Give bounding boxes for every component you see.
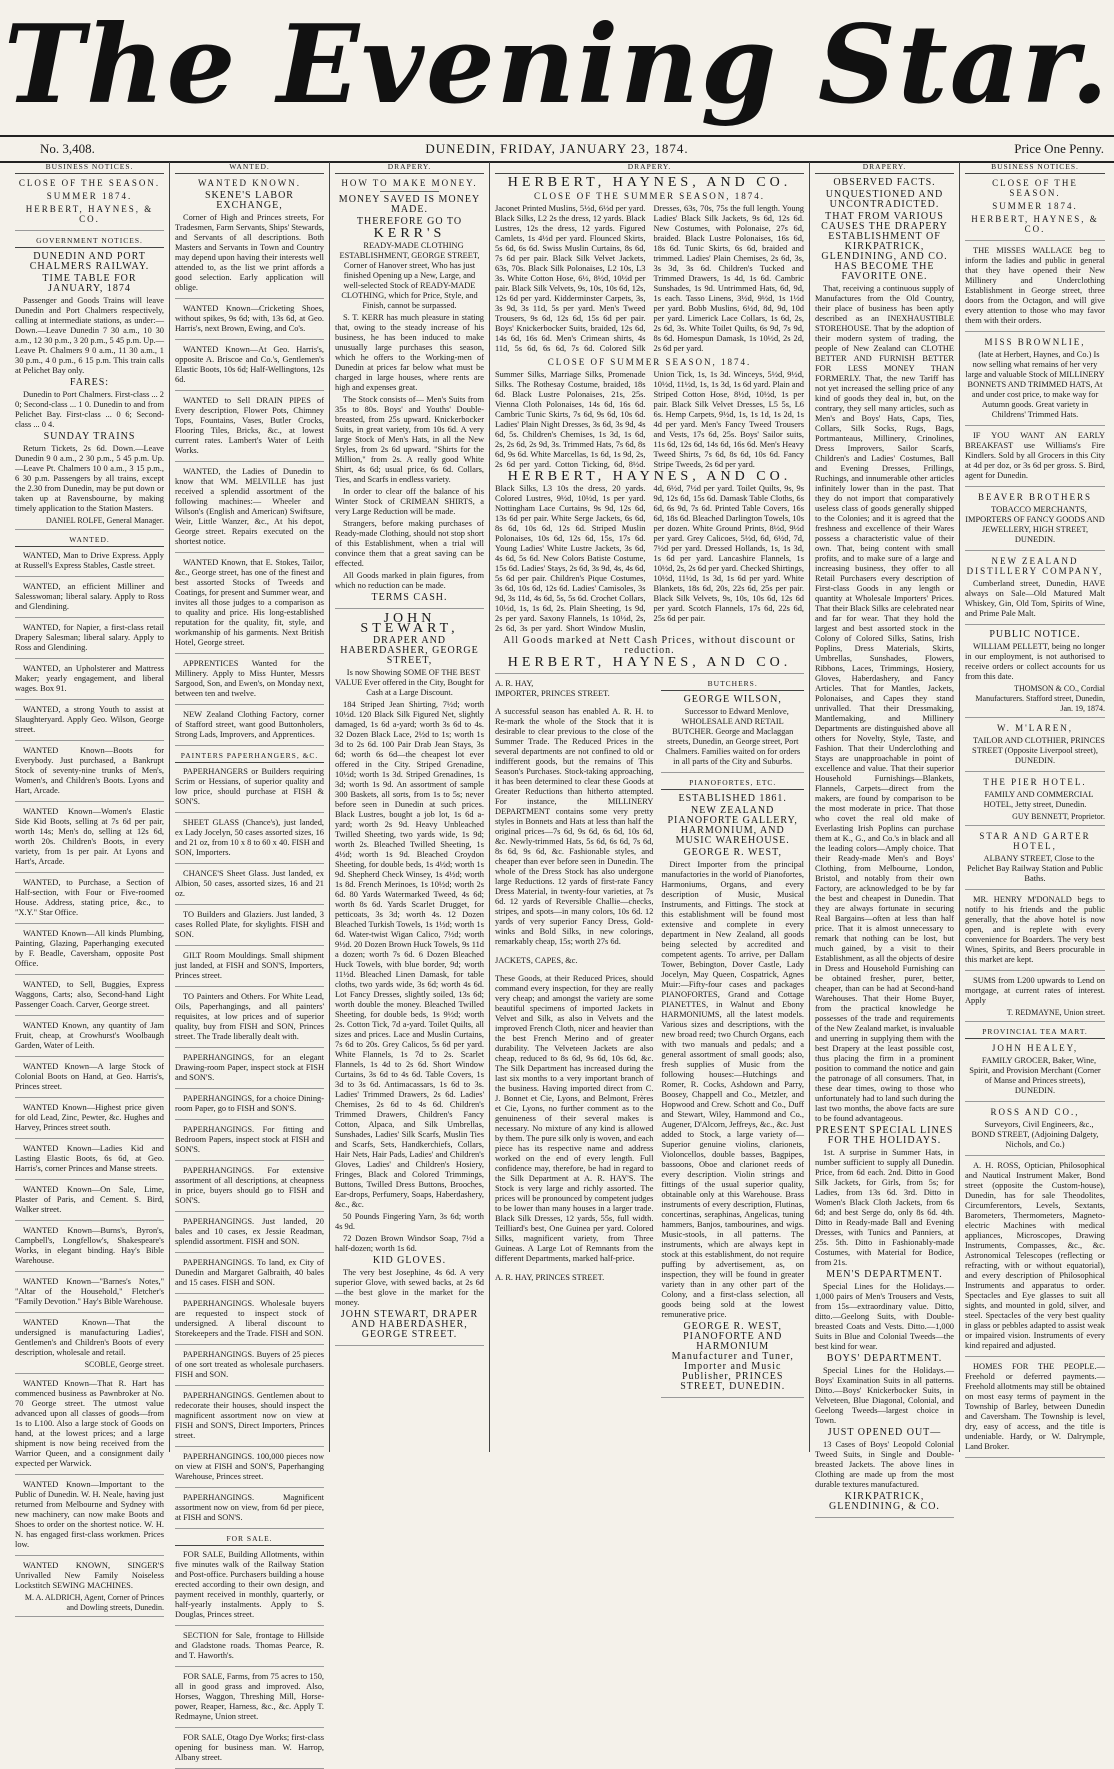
advert-subheading: CLOSE OF THE SUMMER SEASON, 1874. [533, 191, 766, 201]
advert-hay [495, 679, 653, 1403]
advert [965, 246, 1105, 332]
advert-heading: OBSERVED FACTS. [833, 177, 936, 188]
advert-body: FOR SALE, Building Allotments, within five minutes walk of the Railway Station and Post-office. Purchasers building a house erected according to their own design, and payment received in monthly, quarterly, or half-yearly instalments. Apply to S. Douglas, Princes street. [175, 1550, 324, 1619]
advert-body: These Goods, at their Reduced Prices, should command every inspection, for they are really very cheap; and amongst the variety are some beautiful specimens of imported Jackets in Velvet and Silk, as also in Velvets and the improved French Cloth, nicer and heavier than the best French Merino and of greater durability. The Velveteen Jackets are also cheap, reduced to 8s 6d, 9s 6d, 10s 6d, &c. The Silk Department has increased during the last six months to a very important branch of the business. Having imported direct from C. J. Bonnet et Cie, Lyons, and Belmont, Frères et Cie, Lyons, no further comment as to the genuineness of their several makes is necessary. No mixture of any kind is allowed by them. The pure silk only is woven, and each piece has its respective name and address worked on the end of every length. Full confidence may, therefore, be had in regard to the Silk Department at A. R. HAY'S. The Stock is very large and richly assorted. The prices will be pronounced by competent judges to be lower than many houses in a larger trade. Black Silk Dresses, 12 yards, 55s, full width. Teilliard's best, One Guinea per yard. Colored Silks, magnificent variety, from Three Guineas. A Large Lot of Remnants from the different Departments, marked half-price. [495, 974, 654, 1264]
section-heading: DRAPERY. [815, 162, 954, 174]
advert [15, 878, 164, 924]
advert-body: APPRENTICES Wanted for the Millinery. Apply to Miss Hunter, Messrs Sargood, Son, and Ewen's, on Monday next, between ten and twelve. [175, 659, 324, 698]
advert-body: A successful season has enabled A. R. H. to Re-mark the whole of the Stock that it is desirable to clear previous to the close of the Summer Trade. The Reduced Prices in the several departments are not confined to old or indifferent goods, but the remains of This Season's Purchases. Stock-taking approaching, it has been determined to clear these Goods at Greater Reductions than hitherto attempted. For instance, the MILLINERY DEPARTMENT contains some very pretty styles in Bonnets and Hats at less than half the original prices—7s 6d, 9s 6d, 6s 6d, 10s 6d, &c. Newly-trimmed Hats, 5s 6d, 6s 6d, 7s 6d, 8s 6d, 9s 6d, &c. Fashionable styles, and cheaper than ever before seen in Dunedin. The whole of the Dress Stock has also undergone large Reductions. 12 yards of first-rate Fancy Dress Material, in twenty-four varieties, at 7s 6d. 12 yards of Reversible Challie—checks, stripes, and spots—in many colors, 10s 6d. 12 yards of very superior Fancy Dress, Gold-winks and Bold Silks, in new colorings, remarkably cheap, 15s; worth 27s 6d. [495, 707, 654, 947]
advert-name: KERR'S [373, 226, 446, 241]
column-6 [960, 162, 1110, 1452]
advert-subheading: UNQUESTIONED AND UNCONTRADICTED. [825, 189, 944, 210]
advert-signature: GUY BENNETT, Proprietor. [1012, 812, 1105, 821]
advert-signature: HERBERT, HAYNES, & CO. [971, 214, 1099, 234]
advert [175, 710, 324, 746]
advert-body: READY-MADE CLOTHING ESTABLISHMENT, GEORGE STREET, Corner of Hanover street, Who has just finished Opening up a New, Large, and well-selected Stock of READY-MADE CLOTHING, which for Price, Style, and Finish, cannot be surpassed. [339, 241, 480, 310]
advert-heading: CLOSE OF THE SEASON. [992, 178, 1078, 198]
advert [965, 1107, 1105, 1156]
advert-terms: TERMS CASH. [371, 592, 448, 603]
advert [15, 551, 164, 577]
advert-body: PAPERHANGINGS, for an elegant Drawing-room Paper, inspect stock at FISH and SON'S. [175, 1053, 324, 1082]
advert-body: TAILOR AND CLOTHIER, PRINCES STREET (Opposite Liverpool street), DUNEDIN. [972, 736, 1105, 765]
advert-body: PAPERHANGERS or Builders requiring Scrim or Hessians, of superior quality and low price, should purchase at FISH & SON'S. [175, 767, 324, 806]
advert [175, 467, 324, 553]
advert-body: WANTED Known—"Barnes's Notes," "Altar of the Household," Fletcher's "Family Devotion." Hay's Bible Warehouse. [15, 1277, 164, 1306]
advert-body: WILLIAM PELLETT, being no longer in our employment, is not authorised to receive orders or collect accounts for us from this date. [965, 642, 1105, 681]
advert [15, 1185, 164, 1221]
advert [175, 558, 324, 654]
advert-signature: A. R. HAY, PRINCES STREET. [495, 1272, 605, 1282]
advert-subheading: SUMMER 1874. [46, 191, 133, 201]
advert-body: HOMES FOR THE PEOPLE.—Freehold or deferred payments.—Freehold allotments may still be obtained on most easy terms of payment in the Township of Barley, between Dunedin and Caversham. The Township is level, dry, easy of access, and the title is undeniable. Hardy, or W. Dalrymple, Land Broker. [965, 1362, 1105, 1451]
advert [965, 831, 1105, 890]
column-4 [490, 162, 810, 1452]
advert-heading: WANTED KNOWN. [198, 178, 301, 188]
advert [965, 777, 1105, 826]
advert-body: PAPERHANGINGS. Gentlemen about to redecorate their houses, should inspect the magnificent assortment now on view at FISH and SON'S, Direct Importers, Princes street. [175, 1391, 324, 1440]
dateline [0, 135, 1114, 163]
advert-body: WANTED, Man to Drive Express. Apply at Russell's Express Stables, Castle street. [15, 551, 164, 570]
advert-signature: KIRKPATRICK, GLENDINING, & CO. [829, 1491, 940, 1512]
advert [15, 178, 164, 231]
advert-signature: DANIEL ROLFE, General Manager. [45, 516, 164, 525]
masthead-title: The Evening Star. [3, 2, 1111, 128]
advert-body: CHANCE'S Sheet Glass. Just landed, ex Albion, 50 cases, assorted sizes, 16 and 21 oz. [175, 869, 324, 898]
advert-subheading: THEREFORE GO TO [356, 216, 463, 227]
advert-heading: HOW TO MAKE MONEY. [341, 178, 478, 188]
advert-body: 50 Pounds Fingering Yarn, 3s 6d; worth 4s 9d. [335, 1212, 484, 1231]
advert [15, 1144, 164, 1180]
advert-body: 13 Cases of Boys' Leopold Colonial Tweed Suits, in Single and Double-breasted Jackets. The above lines in Clothing are made up from the most durable textures manufactured. [815, 1440, 954, 1489]
advert-body: A. H. ROSS, Optician, Philosophical and Nautical Instrument Maker, Bond street (opposite the Custom-house), Dunedin, has for sale Theodolites, Circumferentors, Levels, Sextants, Barometers, Thermometers, Magneto-electric Machines with medical appliances, Microscopes, Drawing Instruments, Compasses, &c., &c. Astronomical Telescopes (reflecting or refracting, with or without equatorial), and every description of Philosophical Instruments and apparatus to order. Spectacles and Eye glasses to suit all sights, and mounted in gold, silver, and steel. Spectacles of the very best quality in glass or pebbles adapted to assist weak or impaired vision. Instruments of every kind repaired and adjusted. [965, 1161, 1105, 1350]
divider [380, 191, 440, 192]
advert [965, 431, 1105, 487]
advert-body: SUMS from L200 upwards to Lend on mortgage, at current rates of interest. Apply [965, 976, 1105, 1005]
advert-body: WANTED, to Sell, Buggies, Express Waggons, Carts; also, Second-hand Light Passenger Coach. Carver, George street. [15, 980, 164, 1009]
advert-body: 184 Striped Jean Shirting, 7½d; worth 10½d. 120 Black Silk Figured Net, slightly damaged, 1s 6d a-yard; worth 3s 6d to 4s. 32 Dozen Black Lace, 2½d to 1s; worth 1s 3d to 2s 6d. 100 Pair Drab Jean Stays, 3s 6d; worth 6s 6d—the cheapest lot ever offered in the City. Striped Grenadine, 10½d; worth 1s 3d. Striped Grenadines, 1s 3d; worth 1s 9d. An assortment of sample 300 Baskets, all sorts, from 1s to 5s; never before seen in Dunedin at such prices. Black Lustres, bought a job lot, 1s 6d a-yard; worth 2s 9d. Heavy Unbleached Twilled Sheeting, two yards wide, 1s 9d; worth 2s. Bleached Twilled Sheeting, 1s 4½d; worth 1s 9d. Bleached Croydon Sheeting, for double beds, 1s 4½d; worth 1s 9d. Shepherd Check Winsey, 1s 4½d; worth 1s 8d. French Merinoes, 1s 10½d; worth 2s 6d. 80 Yards Watermarked Tweed, 4s 6d; worth 8s 6d. Yards Scarlet Drugget, for petticoats, 3s 3d; worth 4s. 12 Dozen Bleached Turkish Towels, 1s 1½d; worth 1s 6d. Water-twist Wigan Calico, 7½d; worth 9½d. 20 Dozen Brown Huck Towels, 9s 11d a dozen; worth 7s 6d. 6 Dozen Bleached Huck Towels, with blue border, 9d; worth 11½d. Bleached Linen Damask, for table cloths, two yards wide, 3s 6d; worth 4s 6d. Lot Fancy Dresses, slightly soiled, 13s 6d; worth double the money. Bleached Twilled Sheeting, for double beds, 1s 9½d; worth 2s. Cotton Tick, 7d a-yard. Toilet Quilts, all sizes and prices. Lace and Muslin Curtains, 7s 6d to 20s. Grey Calicos, 5s 6d per yard. White Flannels, 1s 7d to 2s. Scarlet Flannels, 1s 4d to 2s 6d. Short Window Curtains, 3s 6d to 4s 6d. Table Covers, 1s 3d to 3s 6d. Antimacassars, 1s 6d to 3s. Ladies' Trimmed Drawers, 2s 6d. Ladies' Chemises, 2s 6d to 4s 6d. Children's Trimmed Drawers, Children's Fancy Cotton, Alpaca, and Silk Umbrellas, Sunshades, Ladies' Silk Scarfs, Muslin Ties and Scarfs, Sets, Handkerchiefs, Collars, Hair Nets, Hair Pads, Ladies' and Children's Gloves, Ladies' and Children's Hosiery, Fringes, Black and Colored Trimmings, Buttons, Twilled Dress Buttons, Brooches, Ear-drops, Perfumery, Soaps, Haberdashery, &c., &c. [335, 700, 484, 1209]
section-heading: DRAPERY. [495, 162, 804, 174]
advert-body: GILT Room Mouldings. Small shipment just landed, at FISH and SON'S, Importers, Princes street. [175, 951, 324, 980]
advert [175, 1452, 324, 1488]
advert-subheading: KID GLOVES. [372, 1255, 447, 1266]
section-heading: WANTED. [175, 162, 324, 174]
advert-herbert-haynes [495, 175, 804, 674]
advert-body: WANTED Known—Highest price given for old Lead, Zinc, Pewter, &c. Hughes and Harvey, Princes street south. [15, 1103, 164, 1132]
advert-heading: HERBERT, HAYNES, AND CO. [507, 469, 792, 484]
advert-heading: NEW ZEALAND DISTILLERY COMPANY, [966, 556, 1104, 576]
advert-body: FAMILY GROCER, Baker, Wine, Spirit, and Provision Merchant (Corner of Manse and Princes streets), DUNEDIN. [969, 1056, 1101, 1095]
advert-body: WANTED Known—Women's Elastic Side Kid Boots, selling at 7s 6d per pair, worth 14s; Men's do, selling at 12s 6d, worth 20s. Children's Boots, in every variety, from 1s per pair. At Lyons and Hart's, Arcade. [15, 807, 164, 866]
advert-body: TO Painters and Others. For White Lead, Oils, Paperhangings, and all painters' requisites, at low prices and of superior quality, buy from FISH and SON, Princes street. The Trade liberally dealt with. [175, 992, 324, 1041]
advert [965, 630, 1105, 718]
advert-body: MR. HENRY M'DONALD begs to notify to his friends and the public generally, that the above hotel is now open, and is replete with every convenience for Boarders. The very best Wines, Spirits, and Beers procurable in this market are kept. [965, 895, 1105, 964]
section-heading: BUSINESS NOTICES. [15, 162, 164, 174]
advert-body: WANTED, to Purchase, a Section of Half-section, with Four or Five-roomed House. Address, stating price, &c., to "X.Y." Star Office. [15, 878, 164, 917]
advert-heading: HERBERT, HAYNES, AND CO. [507, 655, 792, 670]
advert [15, 929, 164, 975]
advert-subheading: DRAPER AND HABERDASHER, GEORGE STREET, [340, 635, 479, 666]
section-heading: WANTED. [15, 535, 164, 547]
advert-body: FOR SALE, Otago Dye Works; first-class opening for business man. W. Harrop, Albany street. [175, 1733, 324, 1762]
advert-body: Special Lines for the Holidays.—1,000 pairs of Men's Trousers and Vests, from 15s—extraordinary value. Ditto, ditto.—Geelong Suits, with Double-breasted Coats and Vests. Ditto.—1,000 Suits in Blue and Colonial Tweeds—the best kind for wear. [815, 1282, 954, 1351]
advert [175, 304, 324, 340]
advert [175, 1217, 324, 1253]
advert-railway [15, 252, 164, 530]
advert-subheading: MEN'S DEPARTMENT. [826, 1269, 943, 1280]
advert-body: PAPERHANGINGS. 100,000 pieces now on view at FISH and SON'S, Paperhanging Warehouse, Princes street. [175, 1452, 324, 1481]
advert [175, 992, 324, 1048]
advert-body: WANTED Known—Cricketing Shoes, without spikes, 9s 6d; with, 13s 6d, at Geo. Harris's, next Brown, Ewing, and Co's. [175, 304, 324, 333]
advert [15, 1561, 164, 1617]
advert-body: PAPERHANGINGS. For fitting and Bedroom Papers, inspect stock at FISH and SON'S. [175, 1125, 324, 1154]
advert-body: All Goods marked in plain figures, from which no reduction can be made. [335, 571, 484, 590]
advert-heading: ROSS AND CO., [990, 1107, 1080, 1117]
advert-body: (late at Herbert, Haynes, and Co.) Is now selling what remains of her very large and valuable Stock of MILLINERY BONNETS AND TRIMMED HATS, At and under cost price, to make way for Autumn goods. Great variety in Childrens' Trimmed Hats. [965, 350, 1105, 419]
advert-signature: THOMSON & CO., Cordial Manufacturers. Stafford street, Dunedin, Jan. 19, 1874. [975, 684, 1105, 713]
advert [175, 1053, 324, 1089]
advert-body: PAPERHANGINGS. For extensive assortment of all descriptions, at cheapness in price, buyers should go to FISH and SON'S. [175, 1166, 324, 1205]
advert [965, 492, 1105, 551]
advert-body: NEW Zealand Clothing Factory, corner of Stafford street, want good Buttonholers, Strong Lads, Improvers, and Apprentices. [175, 710, 324, 739]
advert-body: WANTED Known—Important to the Public of Dunedin. W. H. Neale, having just returned from Melbourne and Sydney with new machinery, can now make Boots and Shoes to order on the shortest notice. W. H. N. has engaged first-class workmen. Prices low. [15, 1480, 164, 1549]
advert-body: Is now Showing SOME OF THE BEST VALUE Ever offered in the City, Bought for Cash at a Large Discount. [335, 668, 484, 697]
column-1 [10, 162, 170, 1612]
advert-subheading: BOYS' DEPARTMENT. [826, 1353, 943, 1364]
advert [15, 1062, 164, 1098]
advert-body: WANTED Known—That the undersigned is manufacturing Ladies', Gentlemen's and Children's Boots of every description, wholesale and retail. [15, 1318, 164, 1357]
advert-kirkpatrick [815, 178, 954, 1518]
advert [965, 895, 1105, 971]
advert-subheading: MONEY SAVED IS MONEY MADE. [338, 194, 481, 215]
advert [965, 1362, 1105, 1458]
advert [175, 1631, 324, 1667]
advert-body: FOR SALE, Farms, from 75 acres to 150, all in good grass and improved. Also, Horses, Waggon, Threshing Mill, Horse-power, Reaper, Harness, &c., &c. Apply T. Redmayne, Union street. [175, 1672, 324, 1721]
advert-body: PAPERHANGINGS. Wholesale buyers are requested to inspect stock of undersigned. A liberal discount to Storekeepers and the Trade. FISH and SON. [175, 1299, 324, 1338]
advert-body: PAPERHANGINGS. To land, ex City of Dunedin and Margaret Galbraith, 40 bales and 15 cases. FISH and SON. [175, 1258, 324, 1287]
advert-body: Corner of High and Princes streets, For Tradesmen, Farm Servants, Ships' Stewards, and Servants of all descriptions. Both Masters and Servants in Town and Country may depend upon having their interests well attended to, as the list we print affords a good selection. Early application will oblige. [175, 213, 324, 292]
advert [15, 1318, 164, 1374]
advert [175, 1391, 324, 1447]
advert [15, 1226, 164, 1272]
advert-body: WANTED Known—At Geo. Harris's, opposite A. Briscoe and Co.'s, Gentlemen's Elastic Boots, 10s 6d; Half-Wellingtons, 12s 6d. [175, 345, 324, 384]
advert [175, 1493, 324, 1529]
fares-body: Dunedin to Port Chalmers. First-class ... 2 0; Second-class ... 1 0. Dunedin to and from Pelichet Bay. First-class ... 0 6; Second-class ... 0 4. [15, 390, 164, 429]
advert-body: WANTED, the Ladies of Dunedin to know that WM. MELVILLE has just received a splendid assortment of the following machines:— Wheeler and Wilson's (English and American) Swiftsure, Weir, Little Wanzer, &c., At his depot, George street. Repairs executed on the shortest notice. [175, 467, 324, 546]
advert [15, 664, 164, 700]
advert-heading: W. M'LAREN, [996, 723, 1074, 733]
advert [965, 1043, 1105, 1102]
advert [175, 951, 324, 987]
advert-kerr [335, 178, 484, 609]
advert-subheading: TIME TABLE FOR JANUARY, 1874 [42, 273, 137, 294]
advert-west [661, 794, 804, 1398]
advert-body: Direct Importer from the principal manufactories in the world of Pianofortes, Harmoniums, Organs, and every description of Music, Musical Instruments, and Fittings. The stock at this establishment will be found most extensive and complete in every department in New Zealand, all goods being selected by accredited and competent agents. To arrive, per Dallam Tower, Bebington, Dover Castle, Lady Jocelyn, May Queen, Cospatrick, Agnes Muir:—Fifty-four cases and packages PIANOFORTES, Grand and Cottage PIANETTES, in Walnut and Ebony HARMONIUMS, all the latest models. Various sizes and descriptions, with the new broad reed; two Church Organs, each with two manuals and pedals; and a general assortment of small goods; also, fresh supplies of Music from the following houses:—Hutchings and Romer, R. Cocks, Ashdown and Parry, Boosey, Chappell and Co., Metzler, and Hopwood and Crew. Schott and Co., Duff and Stewart, Wiley, Hammond and Co., Augener, D'Alcorn, Jeffreys, &c., &c. Just added to Stock, a large variety of—Superior genuine violins, clarionets, Violoncellos, double basses, Bagpipes, bassoons, Oboe and clarionet reeds of every description. Violin strings and fittings of the usual superior quality, obtainable only at this Warehouse. Brass instruments of every description, Flutinas, concertinas, seraphinas, Angelicas, tuning hammers, Banjos, tambourines, and wigs. Music-stools, in all patterns. The instruments, which are always kept in stock at this establishment, do not require puffing by advertisement, as, on inspection, they will be found in greater variety than in any other part of the Colony, and a first-class selection, all goods being sold at the lowest remunerative price. [661, 860, 804, 1319]
advert-body: 72 Dozen Brown Windsor Soap, 7½d a half-dozen; worth 1s 6d. [335, 1234, 484, 1253]
advert-body: WANTED KNOWN, SINGER'S Unrivalled New Family Noiseless Lockstitch SEWING MACHINES. [15, 1561, 164, 1590]
advert-body: WANTED Known—Burns's, Byron's, Campbell's, Longfellow's, Shakespeare's Works, in elegant binding. Hay's Bible Warehouse. [15, 1226, 164, 1265]
advert-body: In order to clear off the balance of his Winter Stock of CRIMEAN SHIRTS, a very Large Reduction will be made. [335, 487, 484, 516]
advert-heading: CLOSE OF THE SEASON. [18, 178, 161, 188]
advert-body: The Stock consists of— Men's Suits from 35s to 80s. Boys' and Youths' Double-breasted, from 25s upward. Knickerbocker Suits, in great variety, from 10s 6d. A very large Stock of Men's Hats, in all the New Styles, from 2s 6d upward. "Shirts for the Million," from 2s. A really good White Shirt, 4s 6d; usual price, 6s 6d. Collars, Ties, and Scarfs in endless variety. [335, 395, 484, 484]
column-2 [170, 162, 330, 1762]
section-heading: PIANOFORTES, ETC. [661, 778, 804, 790]
column-5 [810, 162, 960, 1512]
advert-heading: STAR AND GARTER HOTEL, [979, 831, 1091, 851]
advert-subheading: SUMMER 1874. [992, 201, 1078, 211]
advert [175, 396, 324, 462]
advert-heading: NEW ZEALAND PIANOFORTE GALLERY, HARMONIUM, AND MUSIC WAREHOUSE. [667, 805, 798, 846]
advert [175, 869, 324, 905]
advert-body: WANTED Known—A large Stock of Colonial Boots on Hand, at Geo. Harris's, Princes street. [15, 1062, 164, 1091]
advert-signature: T. REDMAYNE, Union street. [1006, 1008, 1105, 1017]
advert [965, 178, 1105, 241]
advert-body: WANTED Known, any quantity of Jam Fruit, cheap, at Crowhurst's Woolbaugh Garden, Water of Leith. [15, 1021, 164, 1050]
sunday-body: Return Tickets, 2s 6d. Down.—Leave Dunedin 9 0 a.m., 2 30 p.m., 5 45 p.m. Up.—Leave Pt. Chalmers 10 0 a.m., 3 15 p.m., 6 30 p.m. Passengers by all trains, except the 2.30 from Dunedin, may be put down or taken up at Ravensbourne, by making timely application to the Station Masters. [15, 444, 164, 513]
advert [15, 980, 164, 1016]
place-date: DUNEDIN, FRIDAY, JANUARY 23, 1874. [425, 141, 689, 156]
advert [15, 582, 164, 618]
advert [175, 178, 324, 299]
advert-heading: GEORGE WILSON, [683, 694, 782, 705]
fares-heading: FARES: [69, 377, 110, 388]
advert-body: SECTION for Sale, frontage to Hillside and Gladstone roads. Thomas Pearce, R. and T. Haworth's. [175, 1631, 324, 1660]
advert-body: Successor to Edward Menlove, WHOLESALE AND RETAIL BUTCHER. George and Maclaggan streets, Dunedin, an George street, Port Chalmers. Families waited on for orders in all parts of the City and Suburbs. [665, 707, 801, 766]
advert-body: S. T. KERR has much pleasure in stating that, owing to the steady increase of his business, he has been induced to make unusually large purchases this season, which he offers to the Working-men of Dunedin at prices far below what must be charged in large houses, where rents are high and expenses great. [335, 313, 484, 392]
advert-wilson [661, 695, 804, 773]
advert [175, 1350, 324, 1386]
advert-body: WANTED, a strong Youth to assist at Slaughteryard. Apply Geo. Wilson, George street. [15, 705, 164, 734]
advert [15, 746, 164, 802]
advert [175, 1299, 324, 1345]
advert-est: ESTABLISHED 1861. [678, 793, 787, 804]
advert-body: Black Silks, L3 10s the dress, 20 yards. Colored Lustres, 9½d, 10½d, 1s per yard. Nottingham Lace Curtains, 9s 9d, 12s 6d, 13s 6d per pair. White Serge Jackets, 6s 6d, 8s 6d, 10s 6d, 12s 6d. Striped Muslin Polonaises, 10s 6d, 12s 6d, 15s, 17s 6d. Young Ladies' White Lustre Jackets, 3s 6d, 4s 6d, 5s 6d. New Colors Batiste Costume, 15s 6d. Ladies' Stays, 2s 6d, 3s 9d, 4s, 4s 6d, 5s 6d per pair. Children's Pique Costumes, 3s 6d, 10s 6d, 12s 6d. Ladies' Camisoles, 3s 9d, 3s 11d, 4s 6d, 5s, 5s 6d. Crochet Collars, 10½d, 1s, 1s 6d, 2s. Plain Sheeting, 1s 9d, 2s per yard. Saxony Flannels, 1s 10½d, 2s, 2s 6d, 3s per yard. Short Window Muslin, 4d, 6½d, 7½d per yard. Toilet Quilts, 9s, 9s 9d, 12s 6d, 15s 6d. Damask Table Cloths, 6s 6d, 6s 9d, 7s 6d. Printed Table Covers, 16s 6d, 18s 6d. Bleached Darlington Towels, 10s per dozen. White Ground Prints, 8½d, 9½d per yard. Grey Calicoes, 5½d, 6d, 6½d, 7d, 7½d per yard. Dressed Hollands, 1s, 1s 3d, 1s 6d per yard. Lancashire Flannels, 1s 10½d, 2s, 2s 6d per yard. Checked Shirtings, 10½d, 11½d, 1s 3d, 1s 6d per yard. White Blankets, 18s 6d, 20s, 22s 6d, 25s per pair. Black Silk Velvets, 9s, 10s, 10s 6d, 12s 6d per yard. Scotch Flannels, 17s 6d, 22s 6d, 25s 6d per pair. [495, 484, 804, 633]
advert-body: TOBACCO MERCHANTS, IMPORTERS OF FANCY GOODS AND JEWELLERY, HIGH STREET, DUNEDIN. [965, 505, 1105, 544]
advert-body: WANTED, an Upholsterer and Mattress Maker; yearly engagement, and liberal wages. Box 91. [15, 664, 164, 693]
advert-body: PAPERHANGINGS. Just landed, 20 bales and 10 cases, ex Jessie Readman, splendid assortment. FISH and SON. [175, 1217, 324, 1246]
advert-body: WANTED Known, that E. Stokes, Tailor, &c., George street, has one of the finest and best assorted Stocks of Tweeds and Coatings, for present and Summer wear, and invites all those judges to a comparison as to quality and price. His long-established reputation for the quality, fit, style, and workmanship of his garments. Next British Hotel, George street. [175, 558, 324, 647]
advert [15, 1103, 164, 1139]
section-heading: BUTCHERS. [661, 679, 804, 691]
advert [175, 1733, 324, 1769]
advert-body: The very best Josephine, 4s 6d. A very superior Glove, with sewed backs, at 2s 6d—the best glove in the market for the money. [335, 1268, 484, 1307]
advert-body: WANTED Known—That R. Hart has commenced business as Pawnbroker at No. 70 George street. The utmost value advanced upon all classes of goods—from 1s to L100. Also a large stock of Goods on hand, at the lowest prices; and a large shipment is now being received from the Warrior Queen, and a consignment daily expected per Warwick. [15, 1379, 164, 1468]
advert [175, 818, 324, 864]
advert-body: SHEET GLASS (Chance's), just landed, ex Lady Jocelyn, 50 cases assorted sizes, 16 and 21 oz, from 10 x 8 to 60 x 40. FISH and SON, Importers. [175, 818, 324, 857]
advert-body: WANTED Known—On Sale, Lime, Plaster of Paris, and Cement. S. Bird, Walker street. [15, 1185, 164, 1214]
advert-signature: SCOBLE, George street. [84, 1360, 164, 1369]
advert [15, 623, 164, 659]
section-heading: FOR SALE. [175, 1534, 324, 1546]
advert-body: THE MISSES WALLACE beg to inform the ladies and public in general that they have opened their New Millinery and Underclothing Establishment in George street, three doors from the Octagon, and will give every attention to those who may favor them with their orders. [965, 246, 1105, 325]
section-heading: BUSINESS NOTICES. [965, 162, 1105, 174]
advert [175, 1166, 324, 1212]
lower-split [495, 679, 804, 1403]
advert-body: That, receiving a continuous supply of Manufactures from the Old Country, their place of business has been aptly described as an INEXHAUSTIBLE STOREHOUSE. That by the adoption of their modern system of trading, the people of New Zealand can CLOTHE BETTER AND FURNISH BETTER FOR LESS MONEY THAN FORMERLY. That, the new Tariff has not yet increased the selling price of any kind of goods they deal in, but, on the contrary, they sell many articles, such as Men's and Boys' Hats, Caps, Ties, Collars, Silk Socks, Rugs, Bags, Portmanteaus, Millinery, Crinolines, Dress Improvers, Sailor Scarfs, Children's and Ladies' Costumes, Ball and Evening Dresses, Frillings, Ruchings, and innumerable other articles infinitely lower than in the past. That they do not import that comparatively useless class of goods generally shipped to the Colonies; and it is agreed that the freshness and excellence of their Wares possess a characteristic value of their own. That, being content with small profits, and to make sure of a large and increasing business, they offer to all Retail Purchasers every description of First-class Goods in any length or quantity at Wholesale Importers' Prices. That their Black Silks are celebrated near and far for wear. That they hold the largest and best assorted stock in the Colony of Colored Silks, Satins, Irish Poplins, Dress Materials, Skirts, Umbrellas, Sunshades, Flowers, Ribbons, Laces, Trimmings, Hosiery, Gloves, Haberdashery, and Fancy Articles. That for Mantles, Jackets, Polonaises, and Capes they stand unrivalled. That their Dressmaking, Mantlemaking, and Millinery Departments are distinguished above all others for Novelty, Style, Taste, and Fashion. That their Underclothing and Stays are unapproachable in point of excellence and value. That their superior Household Furnishings—Blankets, Flannels, Carpets—direct from the makers, are found by comparison to be the most moderate in price. That those who covet the real old make of Everlasting Irish Poplins can purchase them at K., G., and Co.'s in black and all the leading colors—Amply choice. That their Ready-made Men's and Boys' Clothing, from Melbourne, London, Bristol, and notably from their own Factory, are acknowledged to be by far the best and cheapest in Dunedin. That they are always fortunate in securing Real Bargains—often at less than half price. That it is almost unnecessary to remark that nothing can be lost, but much gained, by a visit to their Establishment, as all the objects of desire in Dress and Household Furnishing can be obtained fresher, purer, better, cheaper, than can be had at Second-hand Warehouses. That their Home Buyer, from the practical knowledge he possesses of the trade and requirements of the New Zealand market, is invaluable and unerring in supplying them with the best Drapery at the least possible cost, thus placing the firm in a prominent position to command the notice and gain the patronage of all consumers. That, in these dear times, owing to those who unfortunately had to land such during the last two months, the above facts are sure to be found advantageous. [815, 284, 954, 1123]
columns [10, 162, 1110, 1762]
advert-body: WANTED Known—All kinds Plumbing, Painting, Glazing, Paperhanging executed by F. Beadle, Caversham, opposite Post Office. [15, 929, 164, 968]
advert-body: Surveyors, Civil Engineers, &c., BOND STREET, (Adjoining Dalgety, Nichols, and Co.) [971, 1120, 1099, 1149]
advert-signature: JOHN STEWART, DRAPER AND HABERDASHER, GEORGE STREET. [340, 1309, 479, 1340]
advert-body: WANTED, an efficient Milliner and Salesswoman; liberal salary. Apply to Ross and Glendining. [15, 582, 164, 611]
price: Price One Penny. [1014, 141, 1104, 156]
section-heading: DRAPERY. [335, 162, 484, 174]
advert-body: WANTED Known—Boots for Everybody. Just purchased, a Bankrupt Stock of seventy-nine trunks of Men's, Women's, and Children's Boots. Lyons and Hart, Arcade. [15, 746, 164, 795]
right-sub-column [661, 679, 804, 1403]
advert-signature: M. A. ALDRICH, Agent, Corner of Princes and Dowling streets, Dunedin. [24, 1593, 164, 1612]
advert-heading: BEAVER BROTHERS [977, 492, 1093, 502]
advert [175, 659, 324, 705]
advert [175, 1125, 324, 1161]
advert-body: ALBANY STREET, Close to the Pelichet Bay Railway Station and Public Baths. [966, 854, 1104, 883]
advert-body: TO Builders and Glaziers. Just landed, 3 cases Rolled Plate, for skylights. FISH and SON. [175, 910, 324, 939]
advert-body: Jaconet Printed Muslins, 5½d, 6½d per yard. Black Silks, L2 2s the dress, 12 yards. Black Lustres, 12s the dress, 12 yards. Figured Camlets, 1s 4½d per yard. Flounced Skirts, 5s 6d, 6s 6d. Swiss Muslin Curtains, 8s 6d, 7s 6d per pair. Black Silk Velvet Jackets, 63s, 70s. Black Silk Polonaises, L2 10s, L3 3s. White Cotton Hose, 6½, 8½d, 10½d per pair. Black Silk Velvets, 9s, 10s, 10s 6d, 12s, 12s 6d per yard. Kidderminster Carpets, 3s, 3s 9d, 3s 11d, 5s per yard. Men's Tweed Trousers, 9s 6d, 12s 6d, 15s 6d per pair. Boys' Knickerbocker Suits, braided, 12s 6d, 14s 6d, 16s 6d. Men's Crimean shirts, 4s 11d, 5s 6d, 6s 6d, 7s 6d. Colored Silk Dresses, 63s, 70s, 75s the full length. Young Ladies' Black Silk Jackets, 9s 6d, 12s 6d. New Costumes, with Polonaise, 27s 6d, braided. Black Lustre Polonaises, 16s 6d, 18s 6d. Tunic Skirts, 6s 6d, braided and trimmed. Ladies' Plain Chemises, 2s 6d, 3s, 3s 3d, 3s 6d. Children's Tucked and Trimmed Drawers, 1s 4d, 1s 6d. Cambric Sunshades, 1s 9d. Untrimmed Hats, 6d, 9d, 1s each. Tasso Linens, 3½d, 9½d, 1s 1½d per yard. Bobb Muslins, 6½d, 8d, 9d, 10d per yard. Limerick Lace Collars, 1s 6d, 2s, 2s 6d, 3s. White Toilet Quilts, 6s 9d, 7s 9d, 8s 6d. Homespun Damask, 1s 10½d, 2s 2d, 2s 6d per yard. [495, 204, 804, 353]
advert [965, 337, 1105, 426]
advert-subheading: IMPORTER, PRINCES STREET. [495, 689, 610, 698]
issue-number: No. 3,408. [40, 141, 95, 156]
advert-body: IF YOU WANT AN EARLY BREAKFAST use Williams's Fire Kindlers. Sold by all Grocers in this City at 4d per doz, or 3s 6d per gross. S. Bird, agent for Dunedin. [965, 431, 1105, 480]
advert-heading: HERBERT, HAYNES, AND CO. [507, 175, 792, 190]
advert-subheading: SKENE'S LABOR EXCHANGE, [205, 190, 294, 211]
advert [15, 1379, 164, 1475]
sunday-heading: SUNDAY TRAINS [43, 431, 136, 442]
advert [175, 345, 324, 391]
advert-subheading: JACKETS, CAPES, &c. [495, 955, 578, 965]
advert-heading: MISS BROWNLIE, [984, 337, 1086, 347]
advert-body: PAPERHANGINGS, for a choice Dining-room Paper, go to FISH and SON'S. [175, 1094, 324, 1113]
advert-heading: JUST OPENED OUT— [827, 1427, 942, 1438]
advert [965, 723, 1105, 772]
section-heading: PAINTERS PAPERHANGERS, &C. [175, 751, 324, 763]
advert-heading: JOHN STEWART, [360, 611, 459, 636]
advert-body: Passenger and Goods Trains will leave Dunedin and Port Chalmers respectively, calling at intermediate stations, as under:— Down.—Leave Dunedin 7 30 a.m., 10 30 a.m., 12 30 p.m., 3 20 p.m., 5 45 p.m. Up.—Leave Pt. Chalmers 9 0 a.m., 11 30 a.m., 1 30 p.m., 4 0 p.m., 6 15 p.m. This train calls at Pelichet Bay only. [15, 296, 164, 375]
advert-name: GEORGE R. WEST, [683, 847, 782, 858]
advert-body: PAPERHANGINGS. Magnificent assortment now on view, from 6d per piece, at FISH and SON'S. [175, 1493, 324, 1522]
advert-heading: PUBLIC NOTICE. [989, 629, 1081, 640]
advert-body: PAPERHANGINGS. Buyers of 25 pieces of one sort treated as wholesale purchasers. FISH and SON. [175, 1350, 324, 1379]
advert-body: WANTED to Sell DRAIN PIPES of Every description, Flower Pots, Chimney Tops, Fountains, Vases, Butler Crocks, Flooring Tiles, Bricks, &c., at lowest current rates. Lambert's Water of Leith Works. [175, 396, 324, 455]
advert-body: WANTED Known—Ladies Kid and Lasting Elastic Boots, 6s 6d, at Geo. Harris's, corner Princes and Manse streets. [15, 1144, 164, 1173]
column-3 [330, 162, 490, 1452]
advert-body: FAMILY AND COMMERCIAL HOTEL, Jetty street, Dunedin. [983, 790, 1094, 809]
advert [175, 1258, 324, 1294]
advert [15, 1021, 164, 1057]
advert [965, 1161, 1105, 1357]
advert [175, 1672, 324, 1728]
section-heading: GOVERNMENT NOTICES. [15, 236, 164, 248]
advert-subheading: CLOSE OF SUMMER SEASON, 1874. [547, 357, 752, 367]
advert-body: Summer Silks, Marriage Silks, Promenade Silks. The Rothesay Costume, braided, 18s 6d. Black Lustre Polonaises, 21s, 25s. Vienna Cloth Polonaises, 14s 6d, 16s 6d. Cambric Tunic Skirts, 7s 6d, 9s 6d, 10s 6d. Ladies' Plain Night Dresses, 3s 6d, 3s 9d, 4s 6d, 5s. Children's Chemises, 1s 3d, 1s 6d, 2s, 2s 6d, 2s 9d, 3s. Trimmed Hats, 7s 6d, 8s 6d, 9s 6d. White Marcellas, 1s 6d, 1s 9d, 2s, 2s 6d per yard. Cotton Ticking, 6d, 8½d. Union Tick, 1s, 1s 3d. Winceys, 5½d, 9½d, 10½d, 11½d, 1s, 1s 3d, 1s 6d yard. Plain and Striped Cotton Hose, 8½d, 10½d, 1s per pair. Black Silk Velvet Dresses, L5 5s, L6 6s. Hemp Carpets, 9½d, 1s, 1s 1d, 1s 2d, 1s 4d per yard. Men's Fancy Tweed Trousers and Vests, 17s 6d, 25s. Boys' Sailor suits, 11s 6d, 12s 6d, 14s 6d, 16s 6d. Men's Heavy Tweed Shirts, 7s 6d, 8s 6d, 10s 6d. Fancy Stripe Tweeds, 2s 6d per yard. [495, 370, 804, 469]
advert-signature: GEORGE R. WEST, PIANOFORTE AND HARMONIUM Manufacturer and Tuner, Importer and Music Publisher, PRINCES STREET, DUNEDIN. [671, 1321, 794, 1392]
advert-body: Strangers, before making purchases of Ready-made Clothing, should not stop short of this Establishment, when a trial will convince them that a great saving can be effected. [335, 519, 484, 568]
advert-heading: DUNEDIN AND PORT CHALMERS RAILWAY. [29, 251, 150, 272]
advert [15, 705, 164, 741]
advert-body: Special Lines for the Holidays.—Boys' Examination Suits in all patterns. Ditto.—Boys' Knickerbocker Suits, in Velveteen, Blue Diagonal, Colonial, and Geelong Tweeds—largest choice in Town. [815, 1366, 954, 1425]
advert [15, 1480, 164, 1556]
advert [15, 807, 164, 873]
advert-note: All Goods marked at Nett Cash Prices, without discount or reduction. [503, 635, 796, 656]
advert-heading: THE PIER HOTEL. [983, 777, 1087, 787]
advert-signature: HERBERT, HAYNES, & CO. [25, 204, 154, 224]
advert-heading: PRESENT SPECIAL LINES FOR THE HOLIDAYS. [815, 1125, 954, 1146]
advert [965, 556, 1105, 625]
section-heading: PROVINCIAL TEA MART. [965, 1027, 1105, 1039]
advert-subheading: THAT FROM VARIOUS CAUSES THE DRAPERY ESTABLISHMENT OF KIRKPATRICK, GLENDINING, AND CO. HAS BECOME THE FAVORITE ONE. [821, 211, 948, 282]
advert-body: WANTED, for Napier, a first-class retail Drapery Salesman; liberal salary. Apply to Ross and Glendining. [15, 623, 164, 652]
advert [175, 1550, 324, 1626]
advert-body: Cumberland street, Dunedin, HAVE always on Sale—Old Matured Malt Whiskey, Gin, Old Tom, Spirits of Wine, and Prime Pale Malt. [965, 579, 1105, 618]
advert [175, 910, 324, 946]
advert-body: 1st. A surprise in Summer Hats, in number sufficient to supply all Dunedin. Price, from 6d each. 2nd. Ditto in Good Silk Jackets, for Girls, from 5s; for Ladies, from 13s 6d. 3rd. Ditto in Women's Black Cloth Jackets, from 6s 6d; and best Serge do, only 8s 6d. 4th. Ditto in Ready-made Ball and Evening Dresses, with Tunics and Panniers, at 25s. 5th. Ditto in Fashionably-made Costumes, with Material for Bodice, from 21s. [815, 1148, 954, 1267]
advert-heading: A. R. HAY, [495, 679, 534, 688]
advert [15, 1277, 164, 1313]
advert [965, 976, 1105, 1022]
advert-stewart [335, 611, 484, 1346]
advert [175, 1094, 324, 1120]
advert [175, 767, 324, 813]
advert-heading: JOHN HEALEY, [991, 1043, 1079, 1053]
